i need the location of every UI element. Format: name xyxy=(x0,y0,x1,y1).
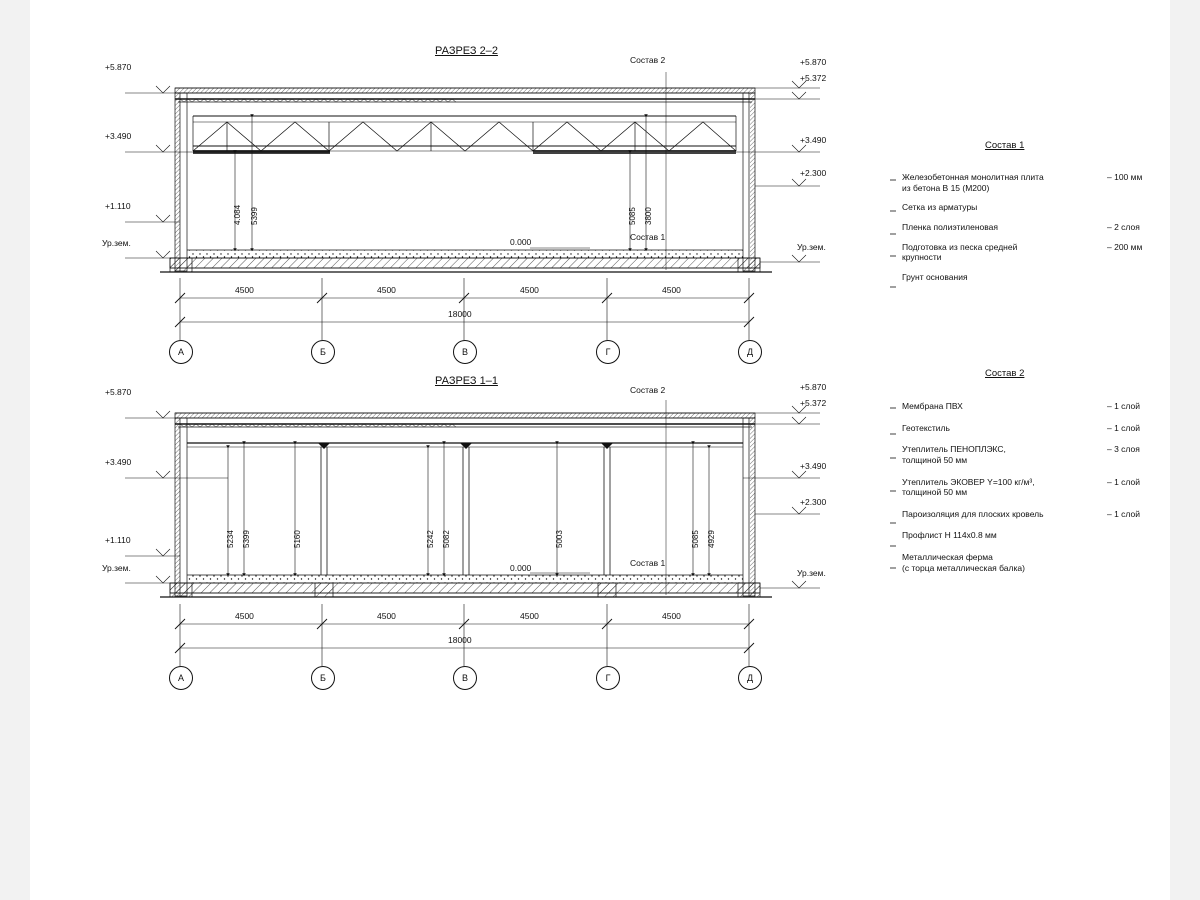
axis-marker-g-s22: Г xyxy=(596,340,620,364)
axis-marker-b-s22: Б xyxy=(311,340,335,364)
legend-sostav-2-list xyxy=(902,401,1200,579)
level-right-5372-s11: +5.372 xyxy=(800,398,827,408)
section-1-1-callout-bottom: Состав 1 xyxy=(630,558,666,568)
legend-item-value: – 1 слой xyxy=(1107,401,1140,411)
level-left-1110-s11: +1.110 xyxy=(105,535,131,545)
level-right-ground-s22: Ур.зем. xyxy=(797,242,826,252)
vdim-s11-2: 5399 xyxy=(242,530,251,548)
span-s11-2: 4500 xyxy=(377,611,396,621)
legend-item-text: Мембрана ПВХ xyxy=(902,401,963,411)
legend-sostav-1-list xyxy=(902,172,1200,288)
vdim-s22-1: 4.084 xyxy=(233,204,242,225)
legend-item-value: – 1 слой xyxy=(1107,422,1140,433)
legend-item-text: Грунт основания xyxy=(902,271,968,282)
legend-item xyxy=(902,202,1200,213)
span-s11-1: 4500 xyxy=(235,611,254,621)
legend-item xyxy=(902,423,1200,434)
legend-item-value: – 1 слой xyxy=(1107,476,1140,487)
level-right-5372-s22: +5.372 xyxy=(800,73,827,83)
section-1-1-title: РАЗРЕЗ 1–1 xyxy=(435,375,498,387)
legend-item xyxy=(902,477,1200,498)
legend-item-text: Металлическая ферма (с торца металлическая балка) xyxy=(902,552,1025,573)
legend-item-text: Утеплитель ЭКОВЕР Y=100 кг/м³, толщиной 50 мм xyxy=(902,476,1035,498)
section-2-2-title: РАЗРЕЗ 2–2 xyxy=(435,45,498,57)
legend-item-text: Сетка из арматуры xyxy=(902,202,978,213)
level-right-5870-s22: +5.870 xyxy=(800,57,827,67)
vdim-s22-2: 5399 xyxy=(250,207,259,225)
legend-item-value: – 100 мм xyxy=(1107,172,1143,182)
total-dim-s11: 18000 xyxy=(448,635,472,645)
legend-item xyxy=(902,552,1200,573)
legend-item-text: Утеплитель ПЕНОПЛЭКС, толщиной 50 мм xyxy=(902,444,1006,465)
level-left-3490-s22: +3.490 xyxy=(105,131,132,141)
level-right-5870-s11: +5.870 xyxy=(800,382,827,392)
level-right-ground-s11: Ур.зем. xyxy=(797,568,826,578)
level-left-ground-s11: Ур.зем. xyxy=(102,563,131,573)
level-right-3490-s22: +3.490 xyxy=(800,135,827,145)
legend-item xyxy=(902,272,1200,283)
section-2-2-zero-mark: 0.000 xyxy=(510,237,532,247)
legend-item-value: – 2 слоя xyxy=(1107,221,1140,232)
level-left-3490-s11: +3.490 xyxy=(105,457,132,467)
axis-marker-a-s22: А xyxy=(169,340,193,364)
drawing-sheet xyxy=(30,0,1170,900)
level-left-ground-s22: Ур.зем. xyxy=(102,238,131,248)
legend-item xyxy=(902,242,1200,263)
section-2-2-callout-top: Состав 2 xyxy=(630,55,666,65)
legend-item xyxy=(902,172,1200,193)
vdim-s11-1: 5234 xyxy=(226,530,235,548)
level-right-2300-s11: +2.300 xyxy=(800,497,827,507)
legend-item-value: – 200 мм xyxy=(1107,241,1143,252)
span-s22-2: 4500 xyxy=(377,285,396,295)
level-left-5870-s11: +5.870 xyxy=(105,387,132,397)
legend-item-text: Пароизоляция для плоских кровель xyxy=(902,508,1044,519)
legend-item-value: – 3 слоя xyxy=(1107,444,1140,455)
total-dim-s22: 18000 xyxy=(448,309,472,319)
span-s11-4: 4500 xyxy=(662,611,681,621)
vdim-s11-6: 5003 xyxy=(555,530,564,548)
axis-marker-a-s11: А xyxy=(169,666,193,690)
axis-marker-d-s11: Д xyxy=(738,666,762,690)
axis-marker-g-s11: Г xyxy=(596,666,620,690)
vdim-s11-3: 5160 xyxy=(293,530,302,548)
legend-item-value: – 1 слой xyxy=(1107,508,1140,519)
legend-item xyxy=(902,530,1200,541)
vdim-s11-8: 4929 xyxy=(707,530,716,548)
vdim-s22-3: 5085 xyxy=(628,207,637,225)
legend-item xyxy=(902,509,1200,520)
span-s22-1: 4500 xyxy=(235,285,254,295)
legend-item xyxy=(902,222,1200,233)
vdim-s22-4: 3800 xyxy=(644,207,653,225)
legend-item-text: Профлист Н 114х0.8 мм xyxy=(902,530,997,541)
legend-item xyxy=(902,401,1200,412)
vdim-s11-4: 5242 xyxy=(426,530,435,548)
vdim-s11-5: 5082 xyxy=(442,530,451,548)
span-s22-4: 4500 xyxy=(662,285,681,295)
section-1-1-callout-top: Состав 2 xyxy=(630,385,666,395)
span-s11-3: 4500 xyxy=(520,611,539,621)
legend-item xyxy=(902,444,1200,465)
legend-item-text: Железобетонная монолитная плита из бетона В 15 (М200) xyxy=(902,172,1044,193)
legend-item-text: Геотекстиль xyxy=(902,422,950,433)
level-right-2300-s22: +2.300 xyxy=(800,168,827,178)
legend-item-text: Пленка полиэтиленовая xyxy=(902,221,998,232)
level-right-3490-s11: +3.490 xyxy=(800,461,827,471)
level-left-1110-s22: +1.110 xyxy=(105,201,131,211)
legend-sostav-2-title: Состав 2 xyxy=(985,368,1025,379)
span-s22-3: 4500 xyxy=(520,285,539,295)
level-left-5870-s22: +5.870 xyxy=(105,62,132,72)
legend-sostav-1-title: Состав 1 xyxy=(985,140,1025,151)
axis-marker-v-s22: В xyxy=(453,340,477,364)
section-1-1-zero-mark: 0.000 xyxy=(510,563,532,573)
vdim-s11-7: 5085 xyxy=(691,530,700,548)
axis-marker-d-s22: Д xyxy=(738,340,762,364)
axis-marker-b-s11: Б xyxy=(311,666,335,690)
section-2-2-callout-bottom: Состав 1 xyxy=(630,232,666,242)
axis-marker-v-s11: В xyxy=(453,666,477,690)
legend-item-text: Подготовка из песка средней крупности xyxy=(902,241,1018,263)
